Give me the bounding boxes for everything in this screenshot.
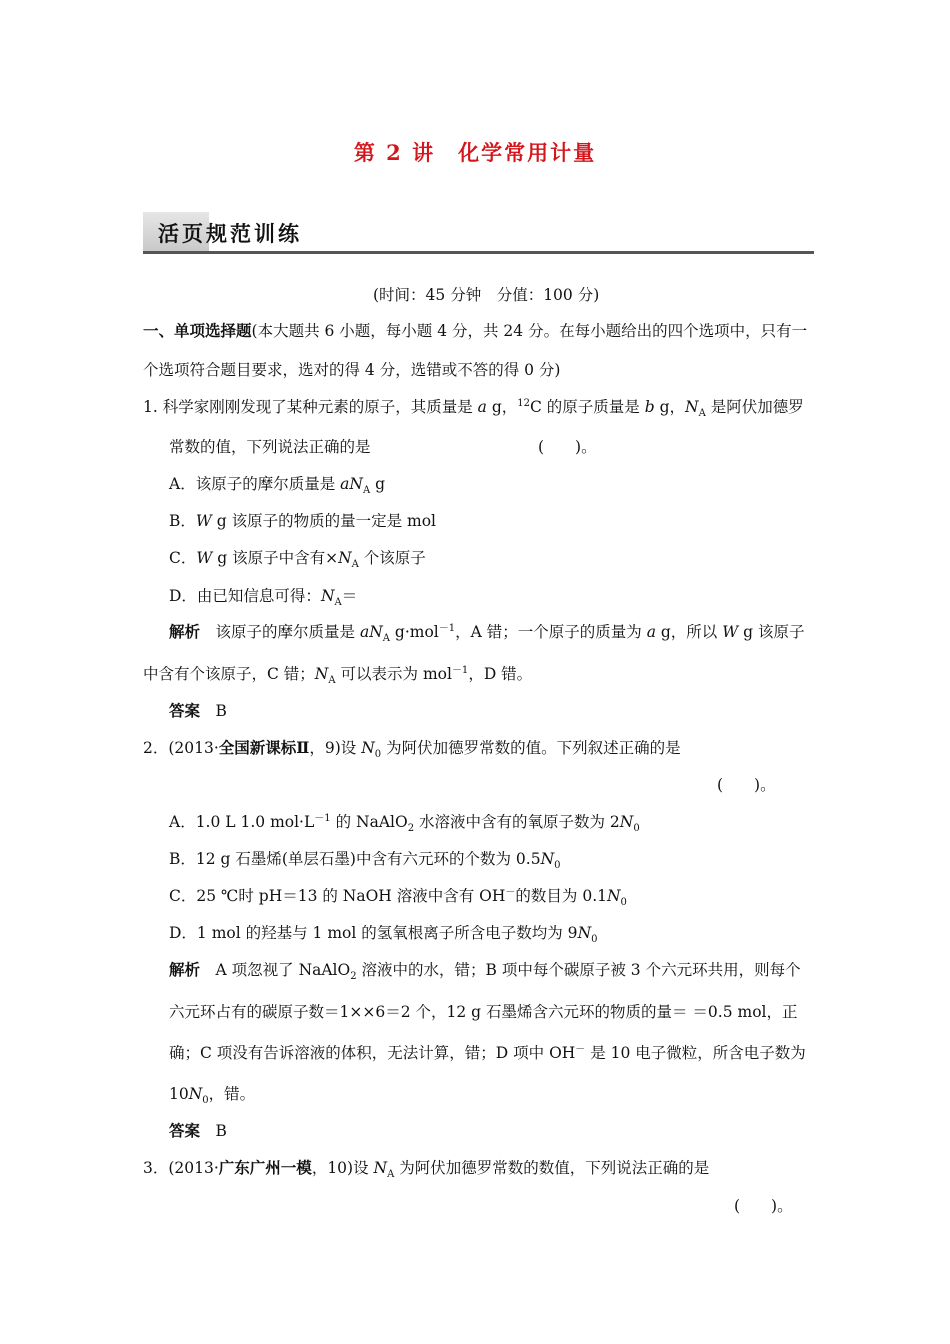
q2-stem: 2．(2013·全国新课标Ⅱ，9)设 $N_0$ 为阿伏加德罗常数的值。下列叙述正确的是 (143, 738, 681, 761)
q1-answer (169, 701, 227, 721)
q2-answer-paren: ( )。 (717, 776, 776, 794)
q1-option-d: D．由已知信息可得：$N_A=$ (169, 587, 358, 609)
q2-analysis-line2: 六元环占有的碳原子数＝1××6＝2 个，12 g 石墨烯含六元环的物质的量＝ ＝0.5 mol，正 (169, 1003, 798, 1021)
banner-underline (143, 251, 814, 254)
q1-option-a: A．该原子的摩尔质量是 $aN_A$ g (169, 475, 386, 497)
q1-analysis-line1: 解析 该原子的摩尔质量是 $aN_A$ g·mol$^{-1}$，A 错；一个原子的质量为 a g，所以 W g 该原子 (169, 622, 805, 645)
answer-value: B (215, 702, 227, 720)
section-intro-line1: 一、单项选择题(本大题共 6 小题，每小题 4 分，共 24 分。在每小题给出的四个选项中，只有一 (143, 321, 808, 340)
analysis-label: 解析 (169, 960, 201, 979)
page-title: 第 2 讲 化学常用计量 (353, 140, 597, 165)
q1-analysis-line2: 中含有个该原子，C 错；$N_A$ 可以表示为 mol$^{-1}$，D 错。 (143, 664, 533, 687)
q2-answer (169, 1121, 227, 1141)
answer-label: 答案 (169, 701, 201, 720)
section-banner: 活页规范训练 (158, 222, 302, 246)
q2-option-d: D．1 mol 的羟基与 1 mol 的氢氧根离子所含电子数均为 $9N_0$ (169, 924, 598, 946)
q3-answer-paren: ( )。 (734, 1197, 793, 1215)
q2-option-b: B．12 g 石墨烯(单层石墨)中含有六元环的个数为 $0.5N_0$ (169, 850, 561, 872)
section-intro-line2: 个选项符合题目要求，选对的得 4 分，选错或不答的得 0 分) (143, 361, 561, 379)
q2-option-a: A．1.0 L 1.0 $mol\cdot L^{-1}$ 的 NaAlO$_2$ 水溶液中含有的氧原子数为 $2N_0$ (169, 812, 640, 835)
q2-analysis-line3: 确；C 项没有告诉溶液的体积，无法计算，错；D 项中 OH－ 是 10 电子微粒，所含电子数为 (169, 1043, 806, 1062)
q1-answer-paren: ( )。 (538, 438, 597, 456)
q1-stem-line1: 1. 科学家刚刚发现了某种元素的原子，其质量是 a g，$^{12}$C 的原子质量是 b g，$N_A$ 是阿伏加德罗 (143, 397, 804, 420)
time-score-info: (时间：45 分钟 分值：100 分) (373, 286, 600, 304)
q2-option-c: C．25 ℃时 pH＝13 的 NaOH 溶液中含有 OH－的数目为 $0.1N_0$ (169, 886, 627, 909)
q3-stem: 3．(2013·广东广州一模，10)设 $N_A$ 为阿伏加德罗常数的数值，下列说法正确的是 (143, 1158, 710, 1181)
answer-value: B (215, 1122, 227, 1140)
section-heading: 一、单项选择题 (143, 321, 252, 340)
answer-label: 答案 (169, 1121, 201, 1140)
q1-option-c: C．W g 该原子中含有$\times N_A$ 个该原子 (169, 549, 426, 571)
q2-analysis-line1: 解析 A 项忽视了 NaAlO$_2$ 溶液中的水，错；B 项中每个碳原子被 3 个六元环共用，则每个 (169, 960, 801, 983)
analysis-label: 解析 (169, 622, 201, 641)
q1-option-b: B．W g 该原子的物质的量一定是 mol (169, 512, 437, 530)
q1-stem-line2: 常数的值，下列说法正确的是 (169, 438, 371, 456)
q2-analysis-line4: $10N_0$，错。 (169, 1085, 256, 1107)
